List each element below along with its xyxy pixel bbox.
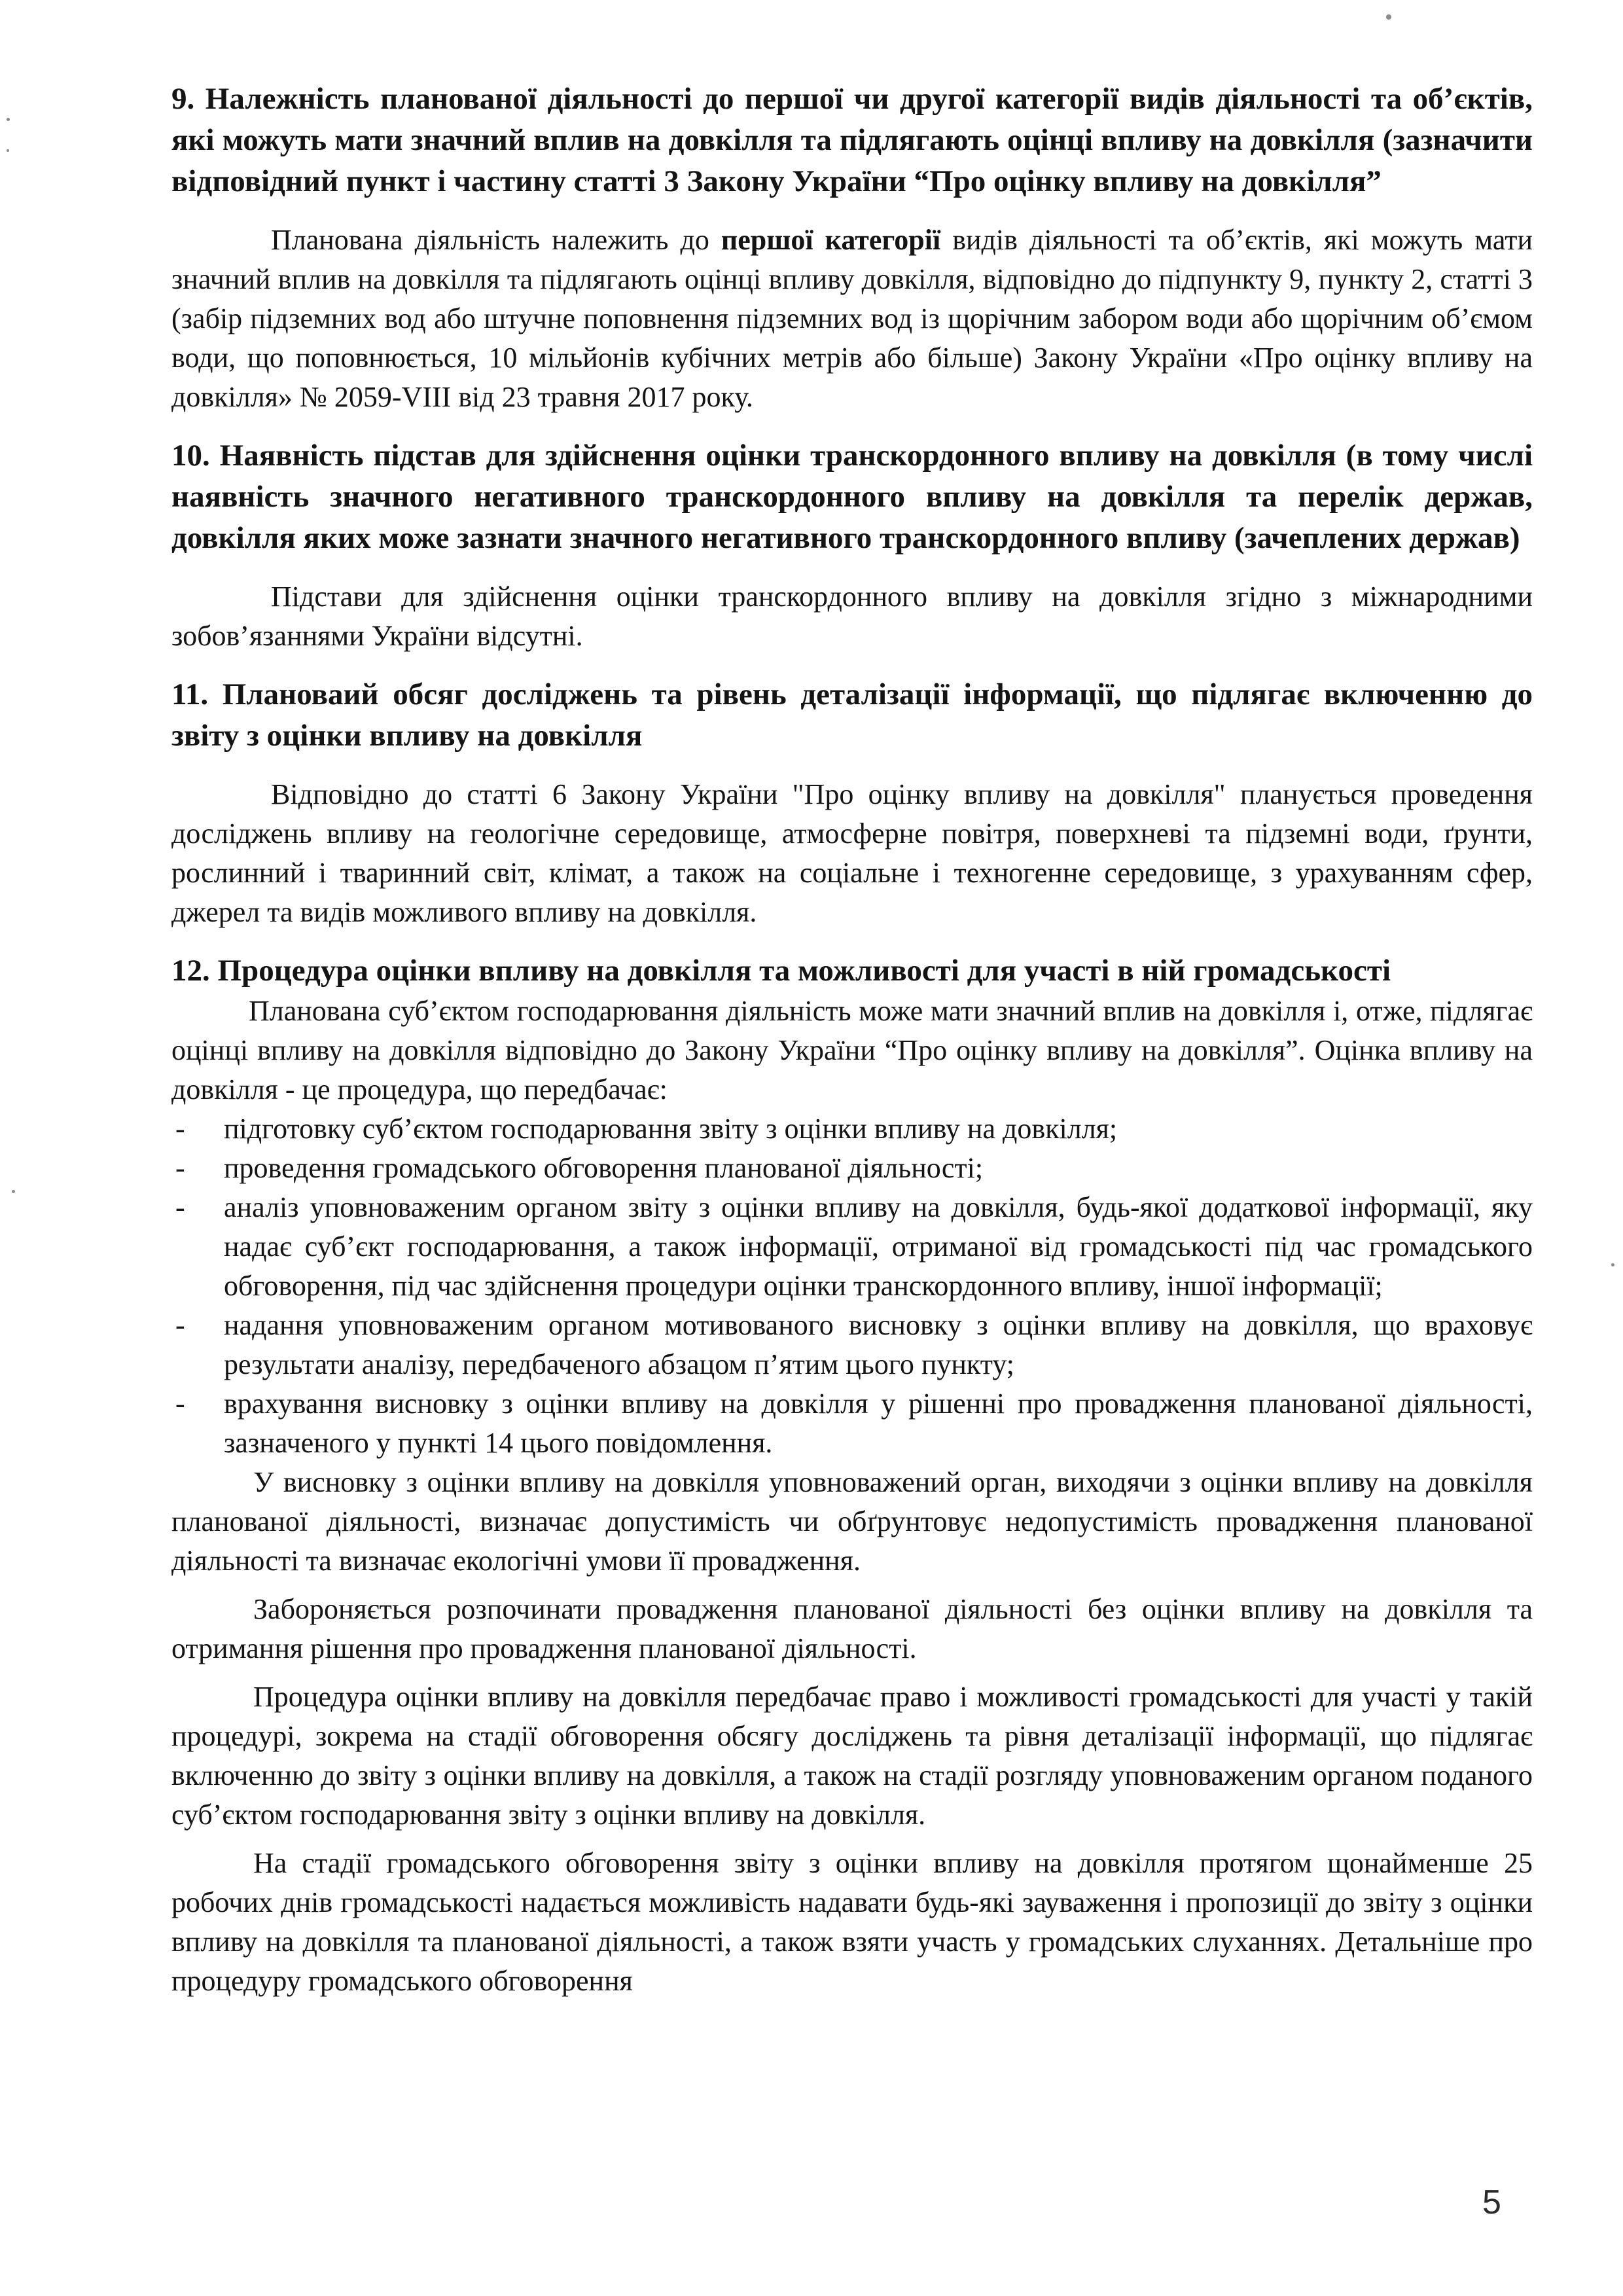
section-12 bbox=[171, 950, 1533, 2001]
list-item-text: врахування висновку з оцінки впливу на довкілля у рішенні про провадження планованої діяльності, зазначеного у пункті 14 цього повідомлення. bbox=[224, 1388, 1533, 1459]
section-9-heading: 9. Належність планованої діяльності до першої чи другої категорії видів діяльності та об’єктів, які можуть мати значний вплив на довкілля та підлягають оцінці впливу на довкілля (зазначити відповідний пункт і частину статті 3 Закону України “Про оцінку впливу на довкілля” bbox=[171, 82, 1533, 198]
section-10-paragraph: Підстави для здійснення оцінки транскордонного впливу на довкілля згідно з міжнародними зобов’язаннями України відсутні. bbox=[171, 581, 1533, 652]
scan-speck bbox=[1611, 1263, 1614, 1266]
section-9-paragraph bbox=[171, 221, 1533, 417]
section-12-intro: Планована суб’єктом господарювання діяльність може мати значний вплив на довкілля і, отже, підлягає оцінці впливу на довкілля відповідно до Закону України “Про оцінку впливу на довкілля”. Оцінка впливу на довкілля - це процедура, що передбачає: bbox=[171, 995, 1533, 1105]
section-9-text-end: видів діяльності та об’єктів, які можуть мати значний вплив на довкілля та підлягають оцінці впливу довкілля, відповідно до підпункту 9, пункту 2, статті 3 (забір підземних вод або штучне поповнення підземних вод із щорічним забором води або щорічним об’ємом води, що поповнюється, 10 мільйонів кубічних метрів або більше) Закону України «Про оцінку впливу на довкілля» № 2059-VIII від 23 травня 2017 року. bbox=[171, 224, 1533, 413]
list-item-text: аналіз уповноваженим органом звіту з оцінки впливу на довкілля, будь-якої додаткової інформації, яку надає суб’єкт господарювання, а також інформації, отриманої від громадськості під час громадського обговорення, під час здійснення процедури оцінки транскордонного впливу, іншої інформації; bbox=[224, 1191, 1533, 1302]
section-11 bbox=[171, 674, 1533, 932]
list-item-text: надання уповноваженим органом мотивованого висновку з оцінки впливу на довкілля, що враховує результати аналізу, передбаченого абзацом п’ятим цього пункту; bbox=[224, 1309, 1533, 1380]
procedure-steps-list bbox=[171, 1109, 1533, 1463]
section-11-heading: 11. Плановаий обсяг досліджень та рівень деталізації інформації, що підлягає включенню до звіту з оцінки впливу на довкілля bbox=[171, 677, 1533, 753]
section-11-paragraph: Відповідно до статті 6 Закону України "Про оцінку впливу на довкілля" планується проведення досліджень впливу на геологічне середовище, атмосферне повітря, поверхневі та підземні води, ґрунти, рослинний і тваринний світ, клімат, а також на соціальне і техногенне середовище, з урахуванням сфер, джерел та видів можливого впливу на довкілля. bbox=[171, 778, 1533, 928]
conclusion-paragraph: У висновку з оцінки впливу на довкілля уповноважений орган, виходячи з оцінки впливу на довкілля планованої діяльності, визначає допустимість чи обґрунтовує недопустимість провадження планованої діяльності та визначає екологічні умови її провадження. bbox=[171, 1466, 1533, 1577]
scan-speck bbox=[7, 149, 9, 152]
page-number: 5 bbox=[1482, 2183, 1501, 2221]
prohibition-paragraph: Забороняється розпочинати провадження планованої діяльності без оцінки впливу на довкілля та отримання рішення про провадження планованої діяльності. bbox=[171, 1593, 1533, 1664]
section-10 bbox=[171, 435, 1533, 656]
list-item bbox=[171, 1109, 1533, 1149]
public-rights-paragraph: Процедура оцінки впливу на довкілля передбачає право і можливості громадськості для участі у такій процедурі, зокрема на стадії обговорення обсягу досліджень та рівня деталізації інформації, що підлягає включенню до звіту з оцінки впливу на довкілля, а також на стадії розгляду уповноваженим органом поданого суб’єктом господарювання звіту з оцінки впливу на довкілля. bbox=[171, 1681, 1533, 1831]
section-9-text-start: Планована діяльність належить до bbox=[271, 224, 721, 256]
dash-mark: - bbox=[175, 1388, 185, 1420]
dash-mark: - bbox=[175, 1191, 185, 1223]
section-10-heading: 10. Наявність підстав для здійснення оцінки транскордонного впливу на довкілля (в тому числі наявність значного негативного транскордонного впливу на довкілля та перелік держав, довкілля яких може зазнати значного негативного транскордонного впливу (зачеплених держав) bbox=[171, 439, 1533, 555]
dash-mark: - bbox=[175, 1152, 185, 1184]
scan-speck bbox=[1386, 14, 1391, 20]
scan-speck bbox=[12, 1190, 15, 1193]
dash-mark: - bbox=[175, 1309, 185, 1341]
list-item bbox=[171, 1188, 1533, 1306]
dash-mark: - bbox=[175, 1113, 185, 1145]
section-9 bbox=[171, 79, 1533, 417]
document-page bbox=[171, 79, 1533, 2001]
list-item bbox=[171, 1306, 1533, 1384]
list-item bbox=[171, 1384, 1533, 1463]
scan-speck bbox=[7, 118, 10, 121]
section-12-heading: 12. Процедура оцінки впливу на довкілля та можливості для участі в ній громадськості bbox=[171, 954, 1391, 988]
public-discussion-paragraph: На стадії громадського обговорення звіту з оцінки впливу на довкілля протягом щонайменше 25 робочих днів громадськості надається можливість надавати будь-які зауваження і пропозиції до звіту з оцінки впливу на довкілля та планованої діяльності, а також взяти участь у громадських слуханнях. Детальніше про процедуру громадського обговорення bbox=[171, 1847, 1533, 1997]
list-item-text: проведення громадського обговорення планованої діяльності; bbox=[224, 1152, 984, 1184]
section-9-bold-category: першої категорії bbox=[721, 224, 941, 256]
list-item bbox=[171, 1149, 1533, 1188]
list-item-text: підготовку суб’єктом господарювання звіту з оцінки впливу на довкілля; bbox=[224, 1113, 1118, 1145]
